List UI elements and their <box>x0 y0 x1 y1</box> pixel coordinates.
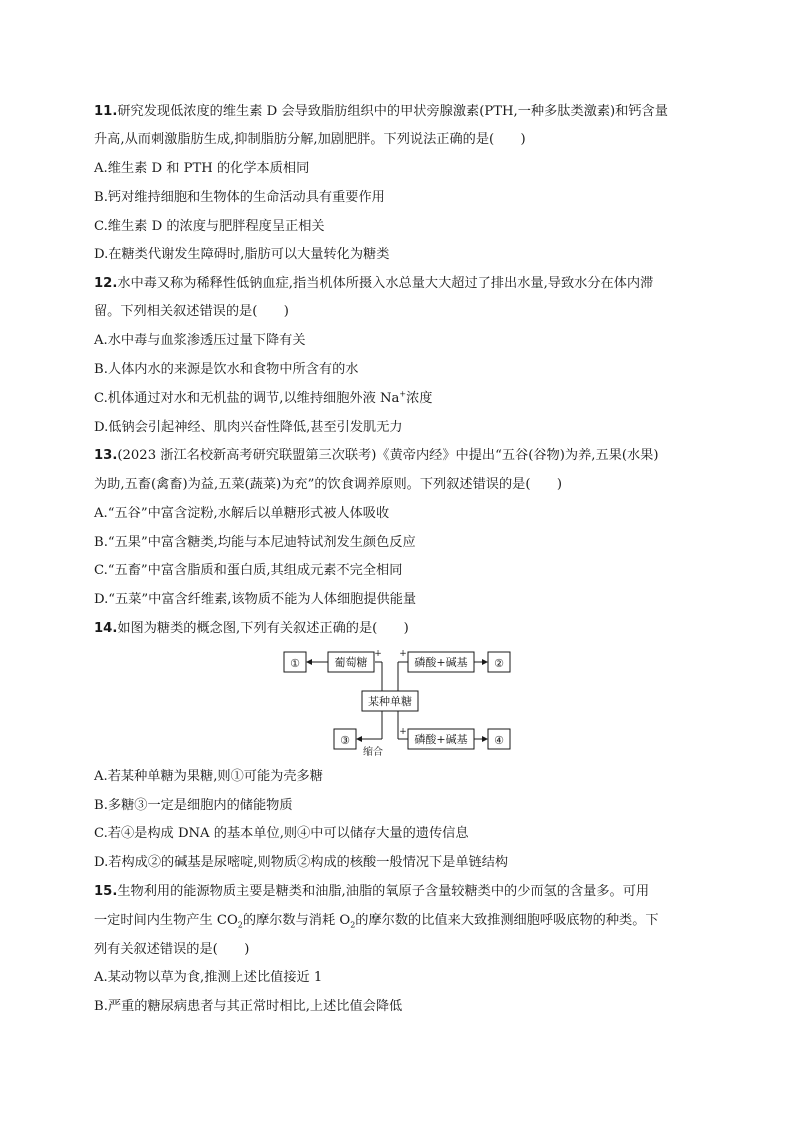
q13-stem-line2: 为助,五畜(禽畜)为益,五菜(蔬菜)为充”的饮食调养原则。下列叙述错误的是( ) <box>94 477 562 492</box>
q11-number: 11. <box>94 104 118 119</box>
glucose-label: 葡萄糖 <box>334 656 368 669</box>
q13-option-a: A.“五谷”中富含淀粉,水解后以单糖形式被人体吸收 <box>94 506 390 521</box>
plus-bottom-right: + <box>399 727 407 737</box>
plus-top-left: + <box>374 649 382 659</box>
q14-stem-line1: 14.如图为糖类的概念图,下列有关叙述正确的是( ) <box>94 621 409 636</box>
q13-option-c: C.“五畜”中富含脂质和蛋白质,其组成元素不完全相同 <box>94 563 403 578</box>
q11-stem-line1: 11.研究发现低浓度的维生素 D 会导致脂肪组织中的甲状旁腺激素(PTH,一种多肽类激素)和钙含量 <box>94 104 668 119</box>
q15-option-a: A.某动物以草为食,推测上述比值接近 1 <box>94 970 323 985</box>
q12-option-c: C.机体通过对水和无机盐的调节,以维持细胞外液 Na+浓度 <box>94 389 433 406</box>
q11-option-b: B.钙对维持细胞和生物体的生命活动具有重要作用 <box>94 190 385 205</box>
q13-option-d: D.“五菜”中富含纤维素,该物质不能为人体细胞提供能量 <box>94 592 417 607</box>
condense-label: 缩合 <box>363 747 383 757</box>
q14-option-c: C.若④是构成 DNA 的基本单位,则④中可以储存大量的遗传信息 <box>94 826 469 841</box>
q12-stem-line2: 留。下列相关叙述错误的是( ) <box>94 304 289 319</box>
q12-option-a: A.水中毒与血浆渗透压过量下降有关 <box>94 333 306 348</box>
q15-stem-line2: 一定时间内生物产生 $CO_2$的摩尔数与消耗 $O_2$的摩尔数的比值来大致推测细胞呼吸底物的种类。下 <box>94 913 659 930</box>
phos-base-top-label: 磷酸+碱基 <box>414 656 468 669</box>
q12-number: 12. <box>94 276 118 291</box>
q12-option-d: D.低钠会引起神经、肌肉兴奋性降低,甚至引发肌无力 <box>94 420 403 435</box>
q11-option-a: A.维生素 D 和 PTH 的化学本质相同 <box>94 161 310 176</box>
phos-base-bottom-label: 磷酸+碱基 <box>414 733 468 746</box>
q15-stem-line3: 列有关叙述错误的是( ) <box>94 942 250 957</box>
q12-option-b: B.人体内水的来源是饮水和食物中所含有的水 <box>94 362 359 377</box>
q13-number: 13. <box>94 448 118 463</box>
node-1-label: ① <box>290 657 300 670</box>
q15-stem-line1: 15.生物利用的能源物质主要是糖类和油脂,油脂的氧原子含量较糖类中的少而氢的含量多。可用 <box>94 884 650 899</box>
sugar-concept-diagram <box>282 645 514 757</box>
node-3-label: ③ <box>340 734 350 747</box>
q14-option-d: D.若构成②的碱基是尿嘧啶,则物质②构成的核酸一般情况下是单链结构 <box>94 855 509 870</box>
q14-option-b: B.多糖③一定是细胞内的储能物质 <box>94 798 293 813</box>
q11-option-d: D.在糖类代谢发生障碍时,脂肪可以大量转化为糖类 <box>94 247 390 262</box>
plus-top-right: + <box>399 649 407 659</box>
node-4-label: ④ <box>494 734 504 747</box>
q14-number: 14. <box>94 621 118 636</box>
q14-option-a: A.若某种单糖为果糖,则①可能为壳多糖 <box>94 769 323 784</box>
q11-stem-line2: 升高,从而刺激脂肪生成,抑制脂肪分解,加剧肥胖。下列说法正确的是( ) <box>94 132 526 147</box>
monosaccharide-label: 某种单糖 <box>368 695 412 708</box>
q11-option-c: C.维生素 D 的浓度与肥胖程度呈正相关 <box>94 219 325 234</box>
node-2-label: ② <box>494 657 504 670</box>
q12-stem-line1: 12.水中毒又称为稀释性低钠血症,指当机体所摄入水总量大大超过了排出水量,导致水分在体内滞 <box>94 276 654 291</box>
q13-stem-line1: 13.(2023 浙江名校新高考研究联盟第三次联考)《黄帝内经》中提出“五谷(谷物)为养,五果(水果) <box>94 448 659 463</box>
q15-number: 15. <box>94 884 118 899</box>
q15-option-b: B.严重的糖尿病患者与其正常时相比,上述比值会降低 <box>94 999 403 1014</box>
q13-option-b: B.“五果”中富含糖类,均能与本尼迪特试剂发生颜色反应 <box>94 535 416 550</box>
